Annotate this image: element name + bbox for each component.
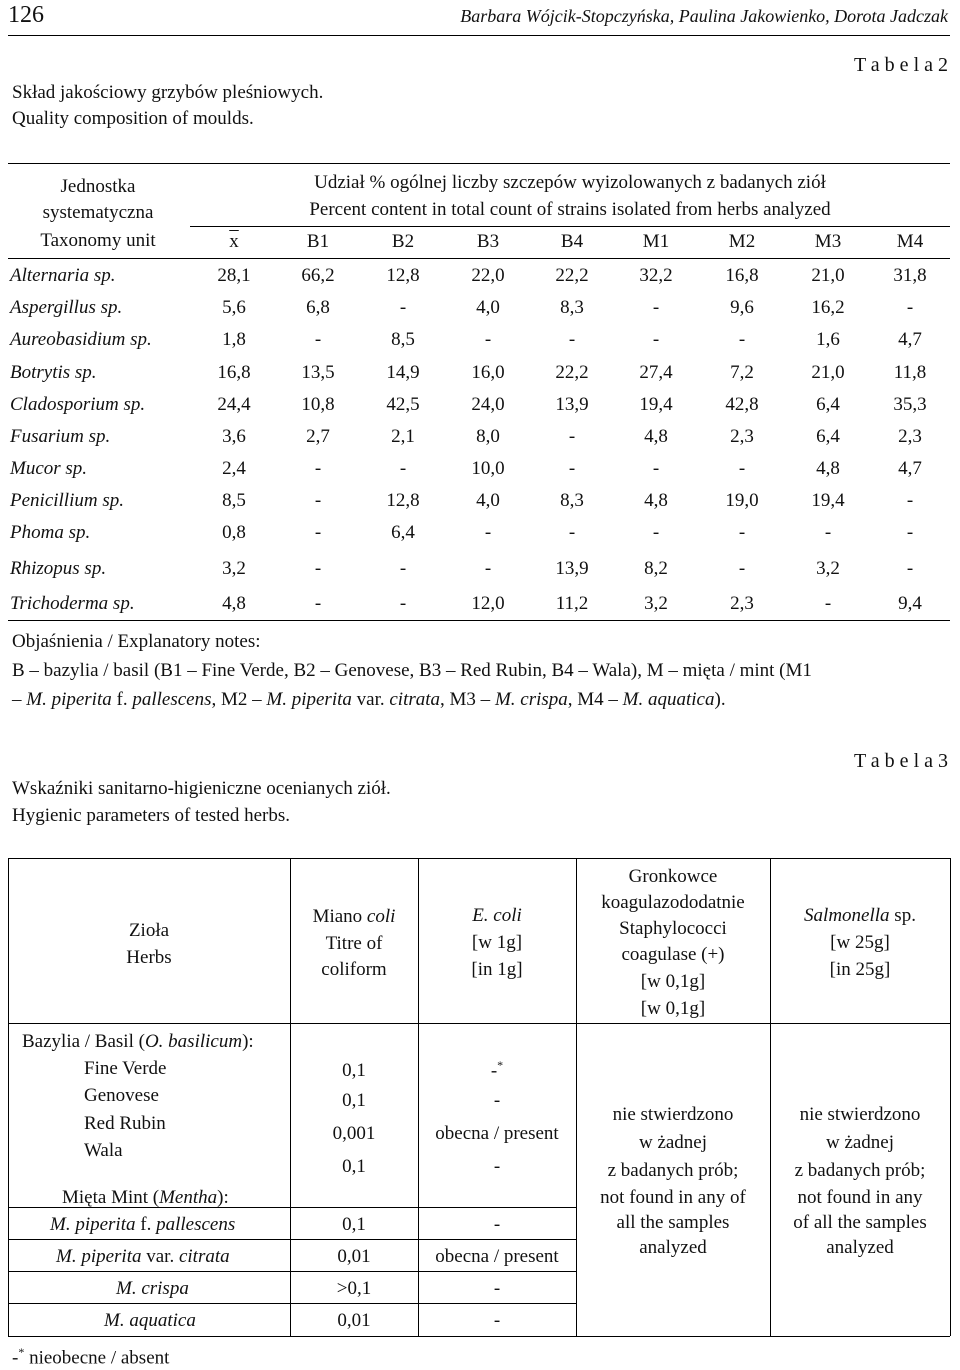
table3-staph-result-5: all the samples <box>616 1212 730 1233</box>
table3-col-salmonella-3: [in 25g] <box>829 959 891 980</box>
table2-column-header: M3 <box>814 231 842 252</box>
table2-cell: - <box>314 558 322 579</box>
table3-titre-value: 0,01 <box>337 1246 371 1267</box>
table3-titre-value: 0,1 <box>342 1090 366 1111</box>
table3-ecoli-value: - <box>493 1090 501 1111</box>
table2-cell: 24,4 <box>217 394 251 415</box>
table2-cell: 4,7 <box>898 329 922 350</box>
table2-header-rule <box>8 258 950 259</box>
table2-cell: 4,7 <box>898 458 922 479</box>
table3-staph-result-2: w żadnej <box>638 1132 708 1153</box>
table3-staph-result-1: nie stwierdzono <box>612 1104 734 1125</box>
table3-row-rule-2 <box>8 1239 576 1240</box>
table2-cell: - <box>568 426 576 447</box>
table2-taxon-name: Mucor sp. <box>10 458 88 479</box>
table2-cell: - <box>824 593 832 614</box>
table3-titre-value: 0,01 <box>337 1310 371 1331</box>
table3-salmonella-result-1: nie stwierdzono <box>799 1104 921 1125</box>
table3-row-name: M. aquatica <box>104 1310 196 1331</box>
table2-cell: - <box>314 458 322 479</box>
table2-cell: 19,4 <box>639 394 673 415</box>
table3-salmonella-result-3: z badanych prób; <box>794 1160 926 1181</box>
table3-col-staph-6: [w 0,1g] <box>640 998 706 1019</box>
table2-cell: - <box>652 458 660 479</box>
table3-titre-value: >0,1 <box>336 1278 372 1299</box>
table2-cell: - <box>399 458 407 479</box>
table3-titre-value: 0,1 <box>342 1156 366 1177</box>
table3-col-ecoli-1: E. coli <box>472 905 522 926</box>
table2-cell: 8,3 <box>560 297 584 318</box>
table3-row-name: M. piperita var. citrata <box>56 1246 230 1267</box>
table2-cell: 2,1 <box>391 426 415 447</box>
table3-row-name: Red Rubin <box>84 1113 166 1134</box>
table2-cell: 22,0 <box>471 265 505 286</box>
table3-ecoli-value: - <box>493 1278 501 1299</box>
table3-header-rule <box>8 1023 950 1024</box>
table2-taxon-name: Aureobasidium sp. <box>10 329 152 350</box>
table3-col-staph-4: coagulase (+) <box>621 944 725 965</box>
table3-ecoli-value: - <box>493 1156 501 1177</box>
table2-cell: - <box>652 522 660 543</box>
table3-col-titre-2: Titre of <box>325 933 383 954</box>
table2-cell: 4,0 <box>476 297 500 318</box>
table2-cell: 3,6 <box>222 426 246 447</box>
table2-cell: 32,2 <box>639 265 673 286</box>
table3-salmonella-result-4: not found in any <box>797 1187 923 1208</box>
table2-cell: 8,2 <box>644 558 668 579</box>
table2-taxon-name: Aspergillus sp. <box>10 297 123 318</box>
table2-cell: - <box>314 522 322 543</box>
table2-taxon-name: Penicillium sp. <box>10 490 124 511</box>
table2-cell: - <box>824 522 832 543</box>
table2-cell: 1,6 <box>816 329 840 350</box>
notes-line1: B – bazylia / basil (B1 – Fine Verde, B2 – Genovese, B3 – Red Rubin, B4 – Wala), M – mięta / mint (M1 <box>12 660 812 681</box>
table3-row-rule-3 <box>8 1271 576 1272</box>
table2-cell: 22,2 <box>555 362 589 383</box>
table2-cell: 8,3 <box>560 490 584 511</box>
table2-cell: 3,2 <box>222 558 246 579</box>
table2-cell: - <box>568 329 576 350</box>
table2-cell: 13,9 <box>555 394 589 415</box>
table3-col-ecoli-2: [w 1g] <box>471 932 523 953</box>
table2-cell: - <box>906 558 914 579</box>
table2-share-header-en: Percent content in total count of strains isolated from herbs analyzed <box>309 199 831 220</box>
table2-cell: 3,2 <box>644 593 668 614</box>
table2-cell: 11,8 <box>893 362 927 383</box>
table3-col-staph-5: [w 0,1g] <box>640 971 706 992</box>
table2-cell: 35,3 <box>893 394 927 415</box>
table2-cell: - <box>906 490 914 511</box>
table3-titre-value: 0,1 <box>342 1214 366 1235</box>
table2-cell: - <box>652 329 660 350</box>
table2-column-header: M1 <box>642 231 670 252</box>
table2-label: T a b e l a 2 <box>853 54 948 76</box>
table2-column-header: B3 <box>476 231 500 252</box>
table3-titre-value: 0,1 <box>342 1060 366 1081</box>
table2-cell: - <box>314 329 322 350</box>
table2-column-header: $\overline{x}$ <box>229 231 239 252</box>
table3-row-name: Wala <box>84 1140 123 1161</box>
table3-salmonella-result-5: of all the samples <box>793 1212 927 1233</box>
table2-unit-header-pl2: systematyczna <box>42 202 154 223</box>
table2-cell: - <box>399 558 407 579</box>
table2-cell: 21,0 <box>811 265 845 286</box>
table2-taxon-name: Rhizopus sp. <box>10 558 107 579</box>
table2-cell: 4,0 <box>476 490 500 511</box>
table2-cell: 6,4 <box>816 426 840 447</box>
table2-cell: 14,9 <box>386 362 420 383</box>
table3-col-herbs-pl: Zioła <box>128 920 170 941</box>
table2-cell: 27,4 <box>639 362 673 383</box>
table2-cell: 11,2 <box>555 593 589 614</box>
table3-salmonella-result-2: w żadnej <box>825 1132 895 1153</box>
table3-col-salmonella-2: [w 25g] <box>830 932 890 953</box>
table3-row-name: M. crispa <box>116 1278 189 1299</box>
table2-cell: 16,2 <box>811 297 845 318</box>
notes-title: Objaśnienia / Explanatory notes: <box>12 631 261 652</box>
table2-cell: - <box>738 558 746 579</box>
table2-cell: 19,4 <box>811 490 845 511</box>
table2-cell: 2,3 <box>730 426 754 447</box>
table2-cell: 2,4 <box>222 458 246 479</box>
table2-column-header: M2 <box>728 231 756 252</box>
table2-cell: - <box>484 558 492 579</box>
table2-cell: - <box>484 329 492 350</box>
table2-cell: 24,0 <box>471 394 505 415</box>
table2-cell: 9,6 <box>730 297 754 318</box>
table3-col-staph-1: Gronkowce <box>628 866 718 887</box>
table3-col-titre-3: coliform <box>321 959 387 980</box>
table3-col-ecoli-3: [in 1g] <box>471 959 523 980</box>
table3-col-staph-3: Staphylococci <box>619 918 727 939</box>
table3-ecoli-value: - <box>493 1310 501 1331</box>
table3-salmonella-result-6: analyzed <box>826 1237 894 1258</box>
table2-taxon-name: Alternaria sp. <box>10 265 116 286</box>
table3-border-right <box>950 858 951 1336</box>
table2-cell: 0,8 <box>222 522 246 543</box>
table3-staph-result-4: not found in any of <box>600 1187 746 1208</box>
table2-column-header: M4 <box>896 231 924 252</box>
table2-cell: 5,6 <box>222 297 246 318</box>
table2-cell: - <box>484 522 492 543</box>
table2-share-header-pl: Udział % ogólnej liczby szczepów wyizolowanych z badanych ziół <box>314 172 826 193</box>
table3-ecoli-value: -* <box>490 1058 504 1082</box>
table2-cell: - <box>906 297 914 318</box>
table3-col-staph-2: koagulazododatnie <box>601 892 745 913</box>
table2-cell: 42,5 <box>386 394 420 415</box>
table3-footnote: -* nieobecne / absent <box>12 1345 170 1369</box>
table2-taxon-name: Cladosporium sp. <box>10 394 146 415</box>
table2-cell: - <box>738 329 746 350</box>
header-rule <box>8 35 950 36</box>
table2-title-en: Quality composition of moulds. <box>12 108 254 129</box>
table2-column-header: B2 <box>391 231 415 252</box>
table2-cell: 13,9 <box>555 558 589 579</box>
table2-cell: 4,8 <box>816 458 840 479</box>
table2-cell: 16,0 <box>471 362 505 383</box>
table3-col-salmonella-1: Salmonella sp. <box>804 905 916 926</box>
table2-cell: - <box>314 490 322 511</box>
table2-cell: 4,8 <box>644 426 668 447</box>
table3-title-pl: Wskaźniki sanitarno-higieniczne ocenianych ziół. <box>12 778 391 799</box>
table3-col-titre-1: Miano coli <box>312 906 396 927</box>
table2-cell: 1,8 <box>222 329 246 350</box>
table2-cell: 2,3 <box>898 426 922 447</box>
table2-cell: 10,0 <box>471 458 505 479</box>
table3-mint-group: Mięta Mint (Mentha): <box>62 1187 229 1208</box>
table2-cell: 12,0 <box>471 593 505 614</box>
table2-cell: 13,5 <box>301 362 335 383</box>
table2-unit-header-pl1: Jednostka <box>60 176 136 197</box>
table2-bottom-rule <box>8 620 950 621</box>
table3-row-rule-4 <box>8 1303 576 1304</box>
table2-taxon-name: Phoma sp. <box>10 522 91 543</box>
table2-cell: 6,4 <box>391 522 415 543</box>
table2-column-header: B4 <box>560 231 584 252</box>
table3-label: T a b e l a 3 <box>853 750 948 772</box>
table3-row-name: Genovese <box>84 1085 159 1106</box>
table3-ecoli-value: obecna / present <box>435 1123 559 1144</box>
table2-cell: - <box>568 458 576 479</box>
table2-top-rule <box>8 163 950 164</box>
table2-cell: 22,2 <box>555 265 589 286</box>
table3-titre-value: 0,001 <box>332 1123 376 1144</box>
table2-cell: 19,0 <box>725 490 759 511</box>
table2-cell: 2,7 <box>306 426 330 447</box>
table2-cell: - <box>314 593 322 614</box>
table3-row-name: M. piperita f. pallescens <box>50 1214 236 1235</box>
table2-cell: 4,8 <box>222 593 246 614</box>
table3-row-name: Fine Verde <box>84 1058 167 1079</box>
table2-cell: - <box>738 458 746 479</box>
table2-unit-header-en: Taxonomy unit <box>40 230 156 251</box>
table3-basil-group: Bazylia / Basil (O. basilicum): <box>22 1031 254 1052</box>
table3-col-herbs-en: Herbs <box>126 947 172 968</box>
table2-cell: 8,5 <box>391 329 415 350</box>
table2-cell: 12,8 <box>386 490 420 511</box>
table2-cell: 21,0 <box>811 362 845 383</box>
table2-column-header: B1 <box>306 231 330 252</box>
table2-cell: 2,3 <box>730 593 754 614</box>
table2-cell: 31,8 <box>893 265 927 286</box>
table2-cell: 7,2 <box>730 362 754 383</box>
table2-cell: 16,8 <box>725 265 759 286</box>
table2-taxon-name: Fusarium sp. <box>10 426 111 447</box>
running-header-authors: Barbara Wójcik-Stopczyńska, Paulina Jakowienko, Dorota Jadczak <box>460 6 948 26</box>
table2-cell: 8,5 <box>222 490 246 511</box>
table3-top-rule <box>8 858 950 859</box>
table2-cell: 3,2 <box>816 558 840 579</box>
table2-cell: 16,8 <box>217 362 251 383</box>
table3-title-en: Hygienic parameters of tested herbs. <box>12 805 291 826</box>
table2-cell: - <box>738 522 746 543</box>
table2-cell: 6,8 <box>306 297 330 318</box>
table2-taxon-name: Botrytis sp. <box>10 362 97 383</box>
table2-cell: 4,8 <box>644 490 668 511</box>
table2-cell: 42,8 <box>725 394 759 415</box>
table2-cell: 66,2 <box>301 265 335 286</box>
table2-cell: - <box>399 593 407 614</box>
page-number: 126 <box>8 2 44 28</box>
table3-staph-result-6: analyzed <box>639 1237 707 1258</box>
table2-cell: - <box>906 522 914 543</box>
table3-ecoli-value: - <box>493 1214 501 1235</box>
notes-line2: – M. piperita f. pallescens, M2 – M. piperita var. citrata, M3 – M. crispa, M4 – M. aquatica). <box>12 689 726 710</box>
table2-cell: 9,4 <box>898 593 922 614</box>
table3-ecoli-value: obecna / present <box>435 1246 559 1267</box>
table2-cell: 28,1 <box>217 265 251 286</box>
table2-taxon-name: Trichoderma sp. <box>10 593 135 614</box>
table2-cell: - <box>399 297 407 318</box>
table2-cell: 6,4 <box>816 394 840 415</box>
table2-share-rule <box>190 226 950 227</box>
table3-bottom-rule <box>8 1336 950 1337</box>
table2-cell: 12,8 <box>386 265 420 286</box>
table3-staph-result-3: z badanych prób; <box>607 1160 739 1181</box>
table2-cell: 8,0 <box>476 426 500 447</box>
table2-cell: - <box>652 297 660 318</box>
table2-cell: - <box>568 522 576 543</box>
table2-cell: 10,8 <box>301 394 335 415</box>
table2-title-pl: Skład jakościowy grzybów pleśniowych. <box>12 82 324 103</box>
table3-divider-4 <box>770 858 771 1336</box>
